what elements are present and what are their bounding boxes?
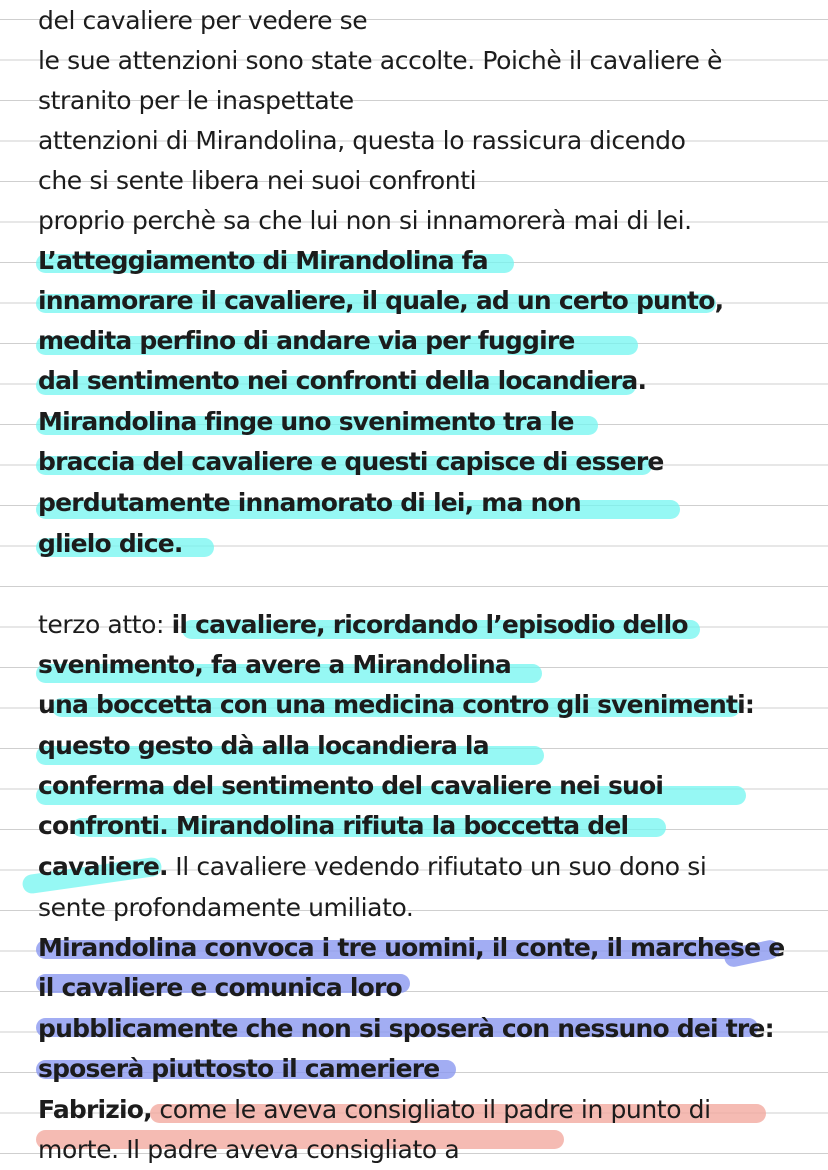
note-line-text: sente profondamente umiliato. (38, 893, 414, 922)
note-line (38, 41, 722, 81)
note-line (38, 442, 664, 482)
note-line-text: che si sente libera nei suoi confronti (38, 166, 477, 195)
note-line (38, 806, 628, 846)
note-line (38, 201, 692, 241)
note-line-rest: come le aveva consigliato il padre in punto di (151, 1095, 711, 1124)
note-line (38, 888, 413, 928)
note-line (38, 645, 511, 685)
note-line (38, 121, 686, 161)
note-line-text: Mirandolina convoca i tre uomini, il conte, il marchese e (38, 933, 785, 962)
note-line-text: sposerà piuttosto il cameriere (38, 1054, 440, 1083)
note-line-text: il cavaliere e comunica loro (38, 973, 402, 1002)
note-line (38, 321, 575, 361)
note-line (38, 1130, 459, 1170)
note-line (38, 241, 488, 281)
note-line-text: conferma del sentimento del cavaliere nei suoi (38, 771, 664, 800)
note-line-text: attenzioni di Mirandolina, questa lo rassicura dicendo (38, 126, 686, 155)
note-line (38, 968, 402, 1008)
note-line-text: dal sentimento nei confronti della locandiera. (38, 366, 647, 395)
note-line (38, 361, 646, 401)
note-line-text: morte. Il padre aveva consigliato a (38, 1135, 460, 1164)
note-line (38, 281, 723, 321)
note-line (38, 605, 688, 645)
note-line-text: del cavaliere per vedere se (38, 6, 368, 35)
note-line (38, 524, 183, 564)
note-line (38, 766, 663, 806)
note-line-text: perdutamente innamorato di lei, ma non (38, 488, 581, 517)
note-line (38, 161, 476, 201)
note-line (38, 726, 489, 766)
note-line-bold: cavaliere. (38, 852, 168, 881)
note-line (38, 1, 367, 41)
note-line (38, 483, 581, 523)
note-line (38, 81, 354, 121)
note-line-text: Mirandolina finge uno svenimento tra le (38, 407, 574, 436)
note-line-text: braccia del cavaliere e questi capisce di essere (38, 447, 664, 476)
note-line (38, 402, 574, 442)
note-line (38, 1090, 711, 1130)
note-line-bold: Fabrizio, (38, 1095, 152, 1124)
note-line-text: svenimento, fa avere a Mirandolina (38, 650, 511, 679)
note-line (38, 1009, 774, 1049)
note-line-text: confronti. Mirandolina rifiuta la boccetta del (38, 811, 629, 840)
note-line-text: innamorare il cavaliere, il quale, ad un certo punto, (38, 286, 724, 315)
note-line-text: medita perfino di andare via per fuggire (38, 326, 575, 355)
note-line-bold: il cavaliere, ricordando l’episodio dello (171, 610, 688, 639)
note-line (38, 928, 784, 968)
note-line-text: questo gesto dà alla locandiera la (38, 731, 489, 760)
note-line-rest: Il cavaliere vedendo rifiutato un suo dono si (167, 852, 707, 881)
note-line-text: L’atteggiamento di Mirandolina fa (38, 246, 488, 275)
note-line-text: una boccetta con una medicina contro gli svenimenti: (38, 690, 755, 719)
note-line-text: le sue attenzioni sono state accolte. Poichè il cavaliere è (38, 46, 723, 75)
note-line-prefix: terzo atto: (38, 610, 172, 639)
note-line-text: pubblicamente che non si sposerà con nessuno dei tre: (38, 1014, 774, 1043)
note-line-text: glielo dice. (38, 529, 183, 558)
note-line-text: proprio perchè sa che lui non si innamorerà mai di lei. (38, 206, 692, 235)
note-line (38, 847, 706, 887)
note-line-text: stranito per le inaspettate (38, 86, 354, 115)
note-line (38, 685, 754, 725)
note-line (38, 1049, 439, 1089)
